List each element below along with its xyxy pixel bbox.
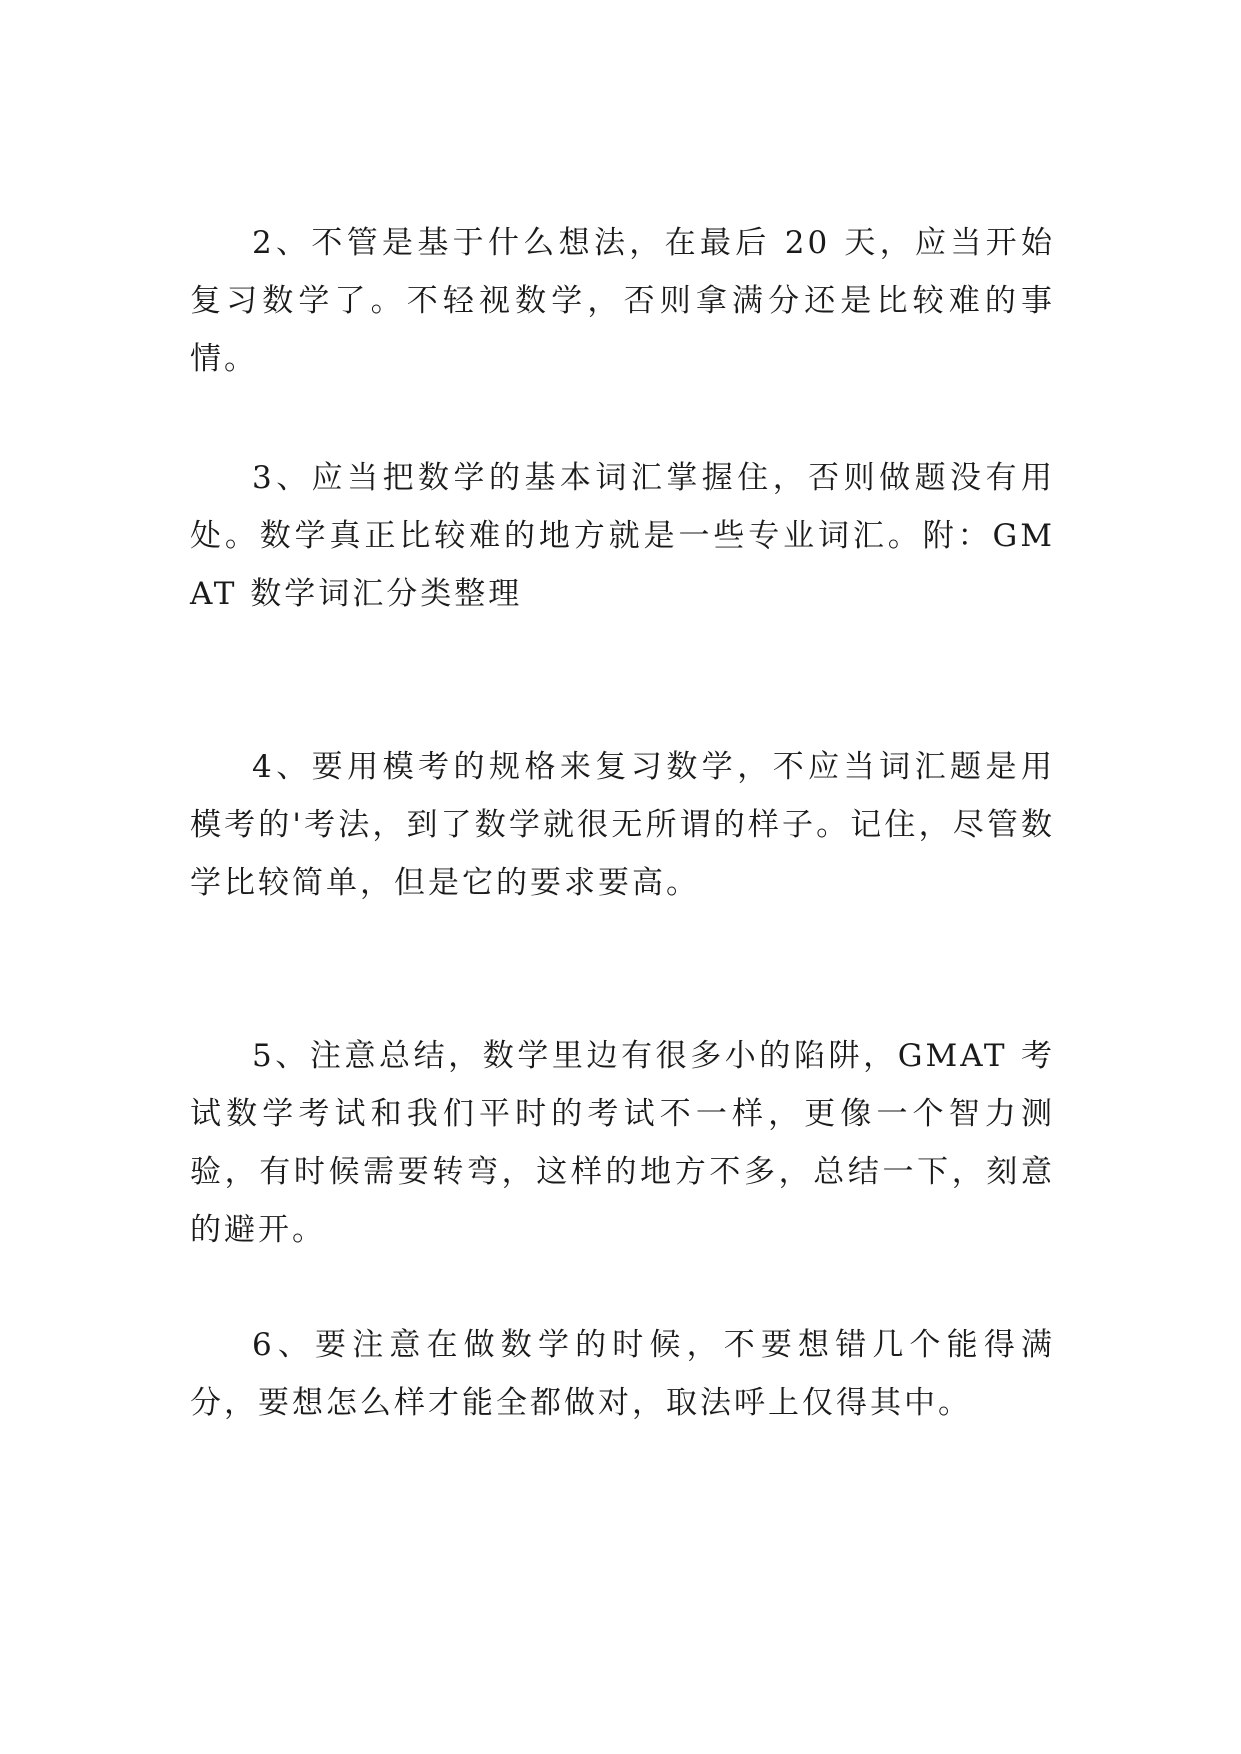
paragraph-tip-5: 5、注意总结，数学里边有很多小的陷阱，GMAT 考试数学考试和我们平时的考试不一样，更像一个智力测验，有时候需要转弯，这样的地方不多，总结一下，刻意的避开。	[190, 1038, 1055, 1248]
paragraph-tip-3: 3、应当把数学的基本词汇掌握住，否则做题没有用处。数学真正比较难的地方就是一些专业词汇。附：GMAT 数学词汇分类整理	[190, 460, 1055, 612]
paragraph-tip-6: 6、要注意在做数学的时候，不要想错几个能得满分，要想怎么样才能全都做对，取法呼上仅得其中。	[190, 1327, 1055, 1421]
paragraph-tip-2: 2、不管是基于什么想法，在最后 20 天，应当开始复习数学了。不轻视数学，否则拿满分还是比较难的事情。	[190, 225, 1055, 377]
paragraph-tip-4: 4、要用模考的规格来复习数学，不应当词汇题是用模考的'考法，到了数学就很无所谓的样子。记住，尽管数学比较简单，但是它的要求要高。	[190, 749, 1055, 901]
